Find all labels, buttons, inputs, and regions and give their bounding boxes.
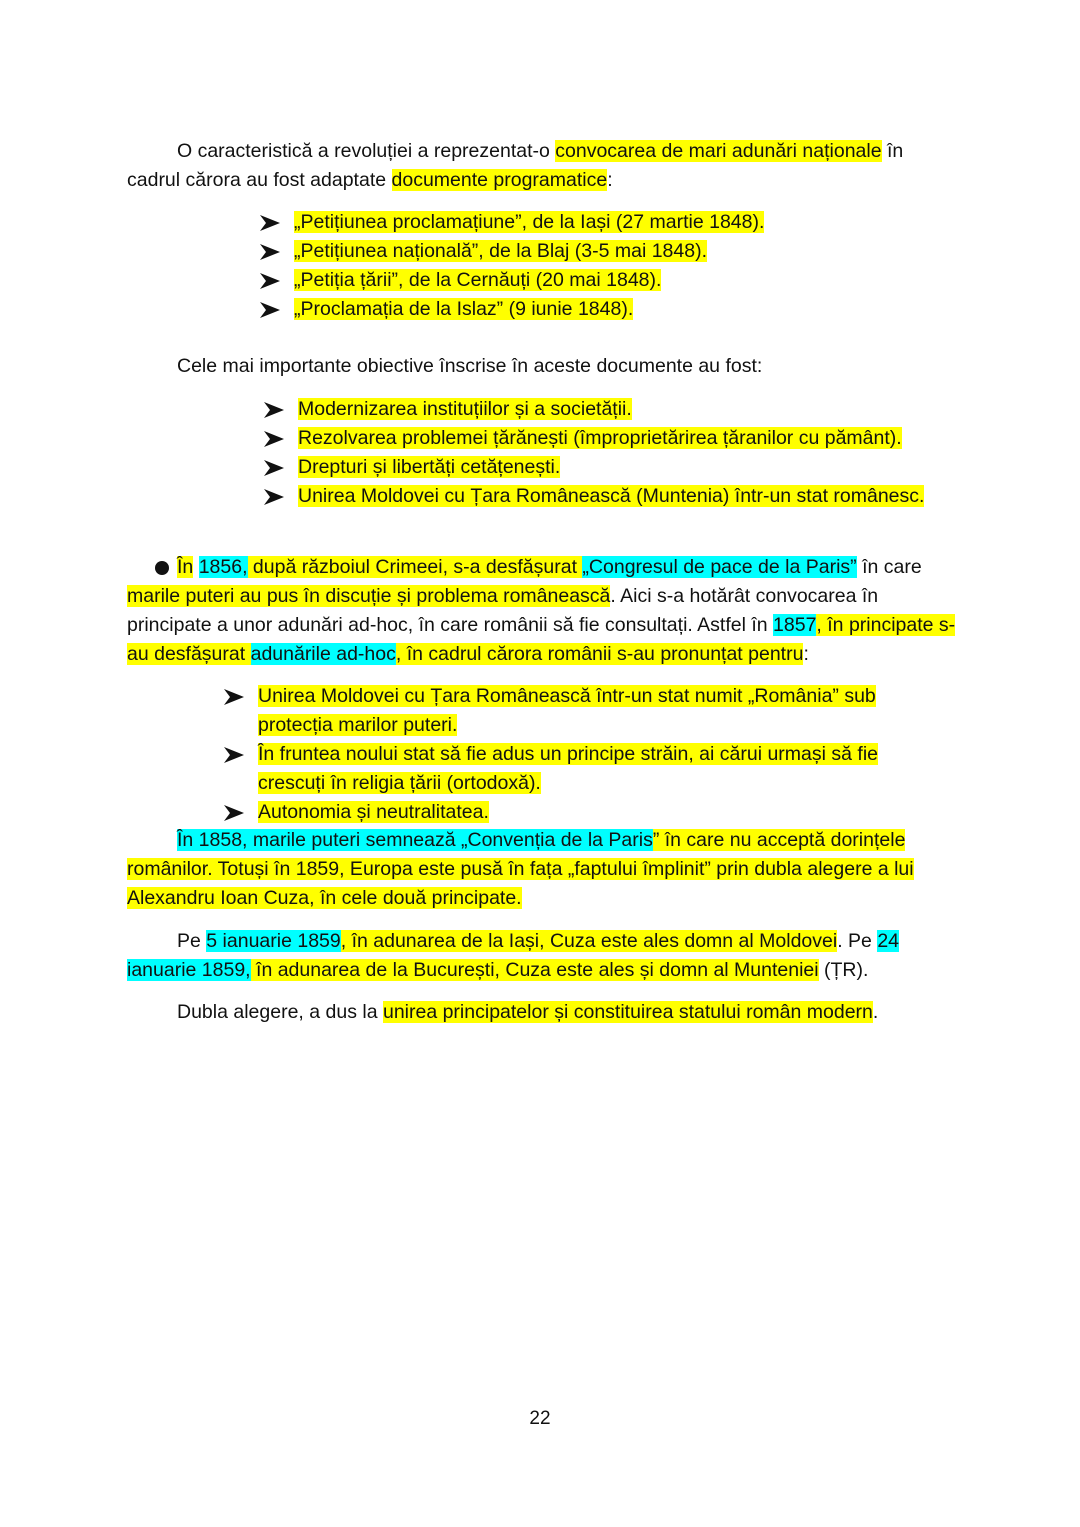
- list-item: „Proclamația de la Islaz” (9 iunie 1848).: [258, 295, 764, 324]
- list-item: În fruntea noului stat să fie adus un principe străin, ai cărui urmași să fie crescuți în religia țării (ortodoxă).: [222, 740, 902, 798]
- intro-paragraph: O caracteristică a revoluției a reprezentat-o convocarea de mari adunări naționale în cadrul cărora au fost adaptate documente programatice:: [127, 140, 904, 191]
- list-item: Modernizarea instituțiilor și a societății.: [262, 395, 924, 424]
- arrow-bullet-icon: [258, 266, 284, 295]
- arrow-bullet-icon: [222, 798, 248, 827]
- arrow-bullet-icon: [262, 482, 288, 511]
- arrow-bullet-icon: [262, 395, 288, 424]
- list-item: Autonomia și neutralitatea.: [222, 798, 902, 827]
- list-item: Unirea Moldovei cu Țara Românească într-un stat numit „România” sub protecția marilor puteri.: [222, 682, 902, 740]
- arrow-bullet-icon: [258, 208, 284, 237]
- highlight: convocarea de mari adunări naționale: [555, 140, 882, 162]
- objectives-list: [262, 395, 924, 511]
- arrow-bullet-icon: [222, 682, 248, 711]
- documents-list: [258, 208, 764, 324]
- list-item: „Petițiunea națională”, de la Blaj (3-5 mai 1848).: [258, 237, 764, 266]
- bullet-dot-icon: [155, 561, 169, 575]
- highlight: documente programatice: [391, 169, 608, 191]
- list-item: Unirea Moldovei cu Țara Românească (Muntenia) într-un stat românesc.: [262, 482, 924, 511]
- list-item: „Petițiunea proclamațiune”, de la Iași (27 martie 1848).: [258, 208, 764, 237]
- election-paragraph: Pe 5 ianuarie 1859, în adunarea de la Iași, Cuza este ales domn al Moldovei. Pe 24 ianuarie 1859, în adunarea de la București, Cuza este ales și domn al Munteniei (ȚR).: [127, 930, 900, 981]
- arrow-bullet-icon: [262, 424, 288, 453]
- conclusion-paragraph: Dubla alegere, a dus la unirea principatelor și constituirea statului român modern.: [177, 1001, 879, 1023]
- list-item: Drepturi și libertăți cetățenești.: [262, 453, 924, 482]
- arrow-bullet-icon: [222, 740, 248, 769]
- adhoc-list: [222, 682, 902, 827]
- arrow-bullet-icon: [262, 453, 288, 482]
- list-item: „Petiția țării”, de la Cernăuți (20 mai 1848).: [258, 266, 764, 295]
- arrow-bullet-icon: [258, 295, 284, 324]
- page-number: 22: [529, 1408, 551, 1429]
- list-item: Rezolvarea problemei țărănești (împroprietărirea țăranilor cu pământ).: [262, 424, 924, 453]
- objectives-intro: Cele mai importante obiective înscrise în aceste documente au fost:: [177, 355, 763, 377]
- congress-paragraph: În 1856, după războiul Crimeei, s-a desfășurat „Congresul de pace de la Paris” în care marile puteri au pus în discuție și problema românească. Aici s-a hotărât convocarea în principate a unor adunări ad-hoc, în care românii să fie consultați. Astfel în 1857, în principate s-au desfășurat adunările ad-hoc, în cadrul cărora românii s-au pronunțat pentru:: [127, 556, 956, 665]
- convention-paragraph: În 1858, marile puteri semnează „Convenția de la Paris” în care nu acceptă dorințele românilor. Totuși în 1859, Europa este pusă în fața „faptului împlinit” prin dubla alegere a lui Alexandru Ioan Cuza, în cele două principate.: [127, 829, 914, 909]
- arrow-bullet-icon: [258, 237, 284, 266]
